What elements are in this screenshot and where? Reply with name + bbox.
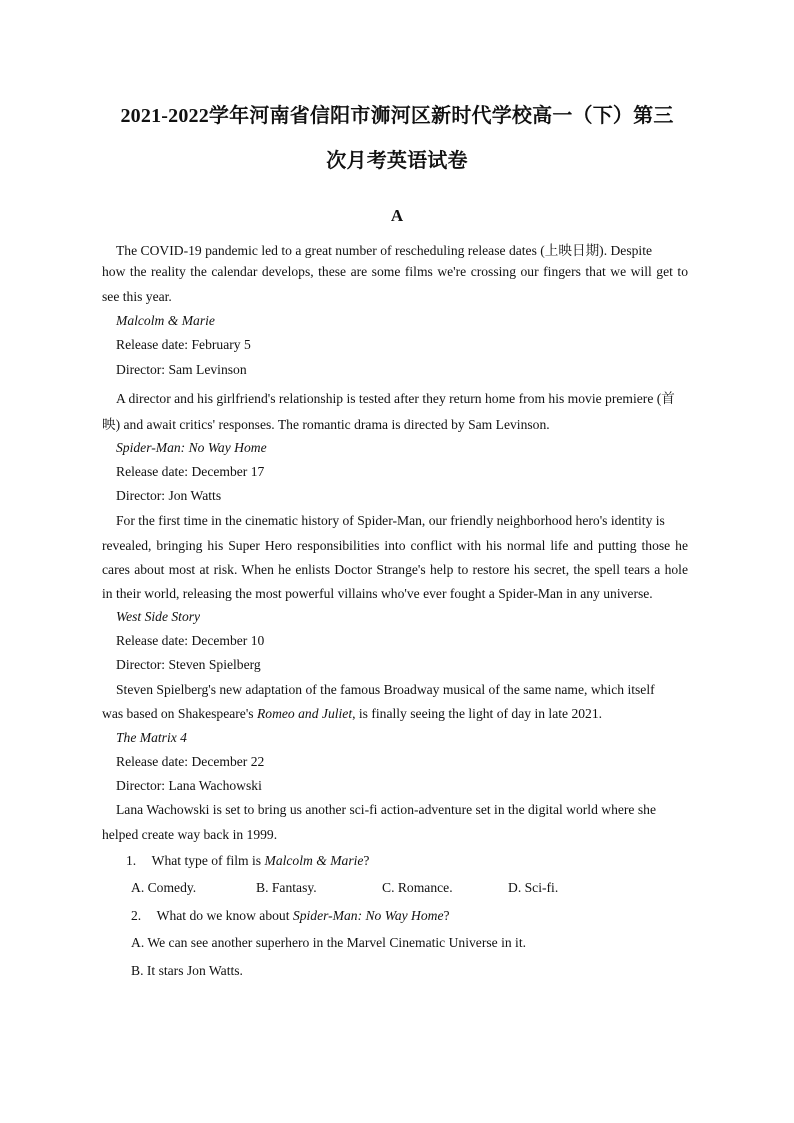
intro-line-1: The COVID-19 pandemic led to a great number of rescheduling release dates (上映日期). Despite [116, 243, 653, 258]
film3-desc-text: was based on Shakespeare's [102, 706, 257, 721]
film-title-spider-man: Spider-Man: No Way Home [116, 440, 267, 455]
q1-option-d[interactable]: D. Sci-fi. [508, 880, 559, 895]
q2-option-b[interactable]: B. It stars Jon Watts. [131, 963, 243, 978]
film3-desc-text-end: , is finally seeing the light of day in late 2021. [352, 706, 603, 721]
film-title-malcolm-marie: Malcolm & Marie [116, 313, 215, 328]
film1-description-line-2: 映) and await critics' responses. The romantic drama is directed by Sam Levinson. [102, 417, 550, 432]
question-1 [126, 853, 369, 869]
question-2 [131, 908, 450, 924]
film4-director: Director: Lana Wachowski [116, 778, 262, 793]
film2-release-date: Release date: December 17 [116, 464, 265, 479]
film3-release-date: Release date: December 10 [116, 633, 265, 648]
q2-option-a[interactable]: A. We can see another superhero in the Marvel Cinematic Universe in it. [131, 935, 527, 950]
q1-option-b[interactable]: B. Fantasy. [256, 880, 317, 895]
film-title-west-side-story: West Side Story [116, 609, 201, 624]
film3-description-line-2 [102, 706, 602, 722]
question-text: What type of film is [151, 853, 265, 868]
film2-director: Director: Jon Watts [116, 488, 222, 503]
question-number: 2. [131, 908, 142, 923]
question-text-end: ? [443, 908, 450, 923]
question-text: What do we know about [156, 908, 293, 923]
film4-description-line-1: Lana Wachowski is set to bring us another sci-fi action-adventure set in the digital world where she [116, 802, 656, 817]
romeo-and-juliet-title: Romeo and Juliet [256, 706, 353, 721]
question-text-end: ? [363, 853, 370, 868]
intro-line-2: how the reality the calendar develops, these are some films we're crossing our fingers that we will get to [102, 264, 688, 279]
film2-description-line-1: For the first time in the cinematic history of Spider-Man, our friendly neighborhood hero's identity is [116, 513, 665, 528]
intro-line-3: see this year. [102, 289, 172, 304]
q1-option-a[interactable]: A. Comedy. [131, 880, 197, 895]
film2-description-line-3: cares about most at risk. When he enlists Doctor Strange's help to restore his secret, the spell tears a hole [102, 562, 688, 577]
film4-description-line-2: helped create way back in 1999. [102, 827, 278, 842]
film4-release-date: Release date: December 22 [116, 754, 265, 769]
film2-description-line-4: in their world, releasing the most powerful villains who've ever fought a Spider-Man in any universe. [102, 586, 653, 601]
section-label: A [390, 206, 404, 225]
exam-title-line-2: 次月考英语试卷 [326, 150, 468, 172]
film2-description-line-2: revealed, bringing his Super Hero responsibilities into conflict with his normal life and putting those he [102, 538, 688, 553]
film1-release-date: Release date: February 5 [116, 337, 251, 352]
q1-option-c[interactable]: C. Romance. [382, 880, 453, 895]
film-title-matrix-4: The Matrix 4 [116, 730, 187, 745]
film3-director: Director: Steven Spielberg [116, 657, 261, 672]
question-film-title: Spider-Man: No Way Home [292, 908, 444, 923]
exam-title-line-1: 2021-2022学年河南省信阳市浉河区新时代学校高一（下）第三 [120, 105, 674, 127]
question-number: 1. [126, 853, 137, 868]
film1-director: Director: Sam Levinson [116, 362, 247, 377]
film1-description-line-1: A director and his girlfriend's relationship is tested after they return home from his movie premiere (首 [116, 391, 675, 406]
film3-description-line-1: Steven Spielberg's new adaptation of the famous Broadway musical of the same name, which itself [116, 682, 655, 697]
question-film-title: Malcolm & Marie [264, 853, 364, 868]
